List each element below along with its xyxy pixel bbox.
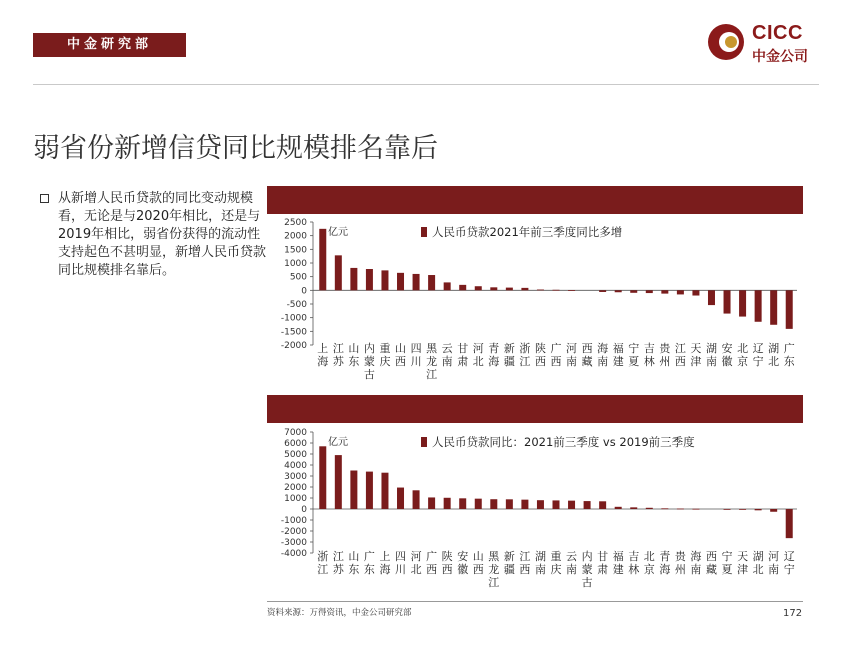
c2-category-label: 贵州 xyxy=(674,550,686,576)
c2-y-tick-label: 0 xyxy=(301,505,307,515)
c2-bar xyxy=(630,507,637,509)
c2-legend-swatch xyxy=(421,437,427,447)
c1-bar xyxy=(366,269,373,290)
c2-category-label: 江西 xyxy=(519,550,531,576)
cicc-logo-icon xyxy=(706,22,746,62)
c1-bar xyxy=(319,229,326,291)
c1-bar xyxy=(413,274,420,290)
c2-bar xyxy=(537,500,544,509)
c1-category-label: 云南 xyxy=(441,342,453,368)
c2-category-label: 山东 xyxy=(348,550,360,576)
c2-bar xyxy=(615,507,622,509)
c1-bar xyxy=(350,268,357,290)
c2-bar xyxy=(428,497,435,509)
c1-category-label: 河南 xyxy=(566,342,578,368)
c2-bar xyxy=(444,498,451,509)
c1-bar xyxy=(739,290,746,316)
c1-category-label: 浙江 xyxy=(519,342,531,368)
c2-bar xyxy=(646,508,653,509)
c2-y-tick-label: 1000 xyxy=(284,494,307,504)
c1-bar xyxy=(599,290,606,292)
c2-y-tick-label: 7000 xyxy=(284,428,307,438)
c1-unit-label: 亿元 xyxy=(328,227,348,238)
c1-bar xyxy=(506,288,513,291)
c1-category-label: 山东 xyxy=(348,342,360,368)
c2-bar xyxy=(350,471,357,510)
c1-bar xyxy=(755,290,762,321)
c2-category-label: 吉林 xyxy=(628,550,640,576)
dept-badge: 中金研究部 xyxy=(33,33,186,57)
c1-category-label: 内蒙古 xyxy=(363,342,375,381)
c2-category-label: 黑龙江 xyxy=(488,550,500,589)
c1-category-label: 重庆 xyxy=(379,342,391,368)
c1-bar xyxy=(724,290,731,313)
c1-y-tick-label: 0 xyxy=(301,286,307,297)
c2-bar xyxy=(319,446,326,509)
c2-bar xyxy=(366,472,373,509)
c1-bar xyxy=(475,286,482,290)
c2-bar xyxy=(335,455,342,509)
c1-category-label: 山西 xyxy=(395,342,407,368)
c2-bar xyxy=(459,498,466,509)
c2-category-label: 陕西 xyxy=(441,550,453,576)
logo-text-en: CICC xyxy=(752,22,803,44)
c1-y-tick-label: -500 xyxy=(286,300,307,310)
c2-bar xyxy=(599,501,606,509)
c2-bar xyxy=(584,501,591,509)
c2-category-label: 北京 xyxy=(643,550,655,576)
c1-y-tick-label: -1500 xyxy=(280,327,307,338)
c1-y-tick-label: -1000 xyxy=(280,313,307,324)
c2-category-label: 湖北 xyxy=(752,550,764,576)
c1-y-tick-label: 1500 xyxy=(284,245,307,256)
c1-bar xyxy=(630,290,637,292)
c2-y-tick-label: 4000 xyxy=(284,461,307,471)
c2-category-label: 浙江 xyxy=(317,550,329,576)
c2-bar xyxy=(490,499,497,509)
logo-text-cn: 中金公司 xyxy=(752,49,808,65)
c2-category-label: 新疆 xyxy=(503,550,515,576)
c2-category-label: 海南 xyxy=(690,550,702,576)
c2-category-label: 辽宁 xyxy=(783,550,795,576)
c1-y-tick-label: 2500 xyxy=(284,218,307,228)
source-note: 资料来源：万得资讯，中金公司研究部 xyxy=(267,608,412,618)
footer-divider xyxy=(267,601,803,602)
c2-unit-label: 亿元 xyxy=(328,437,348,448)
c1-category-label: 安徽 xyxy=(721,342,733,368)
c1-bar xyxy=(646,290,653,293)
c1-category-label: 青海 xyxy=(488,342,500,368)
c1-bar xyxy=(786,290,793,329)
c1-category-label: 江苏 xyxy=(332,342,344,368)
c1-category-label: 贵州 xyxy=(659,342,671,368)
c2-bar xyxy=(770,509,777,512)
c2-bar xyxy=(475,499,482,509)
c1-bar xyxy=(692,290,699,295)
chart-2-banner xyxy=(267,395,803,423)
c2-y-tick-label: 3000 xyxy=(284,472,307,482)
c1-category-label: 吉林 xyxy=(643,342,655,368)
c2-category-label: 重庆 xyxy=(550,550,562,576)
c2-y-tick-label: -1000 xyxy=(280,516,307,526)
c2-bar xyxy=(553,500,560,509)
c2-category-label: 湖南 xyxy=(534,550,546,576)
c2-bar xyxy=(381,473,388,509)
c1-bar xyxy=(397,273,404,290)
c1-bar xyxy=(381,270,388,290)
c2-category-label: 内蒙古 xyxy=(581,550,593,589)
c2-bar xyxy=(677,509,684,510)
c1-category-label: 广东 xyxy=(783,342,795,368)
c1-category-label: 上海 xyxy=(317,342,329,368)
c1-bar xyxy=(444,282,451,290)
c1-category-label: 北京 xyxy=(737,342,749,368)
c2-category-label: 西藏 xyxy=(705,550,717,576)
c2-category-label: 青海 xyxy=(659,550,671,576)
c2-bar xyxy=(661,508,668,509)
c1-bar xyxy=(553,290,560,291)
c2-bar xyxy=(506,499,513,509)
c2-y-tick-label: -2000 xyxy=(280,527,307,537)
c1-bar xyxy=(615,290,622,292)
c1-legend-text: 人民币贷款2021年前三季度同比多增 xyxy=(432,225,623,239)
c1-bar xyxy=(490,287,497,290)
c2-y-tick-label: 6000 xyxy=(284,439,307,449)
page-number: 172 xyxy=(783,608,803,619)
square-bullet-icon xyxy=(40,194,49,203)
c1-bar xyxy=(335,255,342,290)
c2-category-label: 云南 xyxy=(566,550,578,576)
c1-category-label: 海南 xyxy=(597,342,609,368)
c2-category-label: 天津 xyxy=(737,550,749,576)
c1-category-label: 四川 xyxy=(410,342,422,368)
bullet-point xyxy=(40,190,266,280)
c2-category-label: 河南 xyxy=(768,550,780,576)
c1-bar xyxy=(521,288,528,290)
c1-bar xyxy=(677,290,684,294)
c2-y-tick-label: -3000 xyxy=(280,538,307,548)
bullet-text: 从新增人民币贷款的同比变动规模看，无论是与2020年相比，还是与2019年相比，弱省份获得的流动性支持起色不甚明显，新增人民币贷款同比规模排名靠后。 xyxy=(58,191,267,278)
c2-category-label: 安徽 xyxy=(457,550,469,576)
c2-y-tick-label: 5000 xyxy=(284,450,307,460)
c1-category-label: 宁夏 xyxy=(628,342,640,368)
c2-y-tick-label: -4000 xyxy=(280,549,307,559)
c1-category-label: 河北 xyxy=(472,342,484,368)
c2-legend-text: 人民币贷款同比：2021前三季度 vs 2019前三季度 xyxy=(432,435,695,449)
c1-category-label: 天津 xyxy=(690,342,702,368)
c2-category-label: 河北 xyxy=(410,550,422,576)
cicc-logo xyxy=(706,20,826,70)
c1-category-label: 辽宁 xyxy=(752,342,764,368)
c2-bar xyxy=(755,509,762,510)
c1-category-label: 湖北 xyxy=(768,342,780,368)
c1-bar xyxy=(459,285,466,290)
c2-category-label: 上海 xyxy=(379,550,391,576)
chart-2 xyxy=(267,423,803,601)
page-title: 弱省份新增信贷同比规模排名靠后 xyxy=(33,133,438,164)
c1-category-label: 新疆 xyxy=(503,342,515,368)
c1-category-label: 江西 xyxy=(674,342,686,368)
c1-bar xyxy=(708,290,715,305)
c1-legend-swatch xyxy=(421,227,427,237)
c1-bar xyxy=(770,290,777,324)
c2-category-label: 甘肃 xyxy=(597,550,609,576)
c2-category-label: 山西 xyxy=(472,550,484,576)
c1-category-label: 福建 xyxy=(612,342,624,368)
c2-bar xyxy=(568,501,575,509)
c2-category-label: 广东 xyxy=(363,550,375,576)
c2-y-tick-label: 2000 xyxy=(284,483,307,493)
chart-1-banner xyxy=(267,186,803,214)
c1-bar xyxy=(568,290,575,291)
c2-category-label: 四川 xyxy=(395,550,407,576)
c1-bar xyxy=(537,290,544,291)
c1-category-label: 陕西 xyxy=(534,342,546,368)
c2-bar xyxy=(413,490,420,509)
c1-bar xyxy=(661,290,668,293)
c1-category-label: 湖南 xyxy=(705,342,717,368)
c1-bar xyxy=(428,275,435,290)
c1-category-label: 西藏 xyxy=(581,342,593,368)
header-divider xyxy=(33,84,819,85)
c2-category-label: 宁夏 xyxy=(721,550,733,576)
c1-y-tick-label: 500 xyxy=(289,272,307,283)
c2-category-label: 江苏 xyxy=(332,550,344,576)
c1-category-label: 黑龙江 xyxy=(426,342,438,381)
c2-bar xyxy=(521,500,528,509)
c1-category-label: 广西 xyxy=(550,342,562,368)
c2-category-label: 广西 xyxy=(426,550,438,576)
c1-category-label: 甘肃 xyxy=(457,342,469,368)
c2-category-label: 福建 xyxy=(612,550,624,576)
c2-bar xyxy=(786,509,793,538)
c2-bar xyxy=(724,509,731,510)
c1-y-tick-label: -2000 xyxy=(280,341,307,351)
chart-1 xyxy=(267,214,803,390)
c1-y-tick-label: 1000 xyxy=(284,259,307,269)
c1-y-tick-label: 2000 xyxy=(284,231,307,242)
c2-bar xyxy=(739,509,746,510)
c2-bar xyxy=(692,509,699,510)
c2-bar xyxy=(397,488,404,509)
